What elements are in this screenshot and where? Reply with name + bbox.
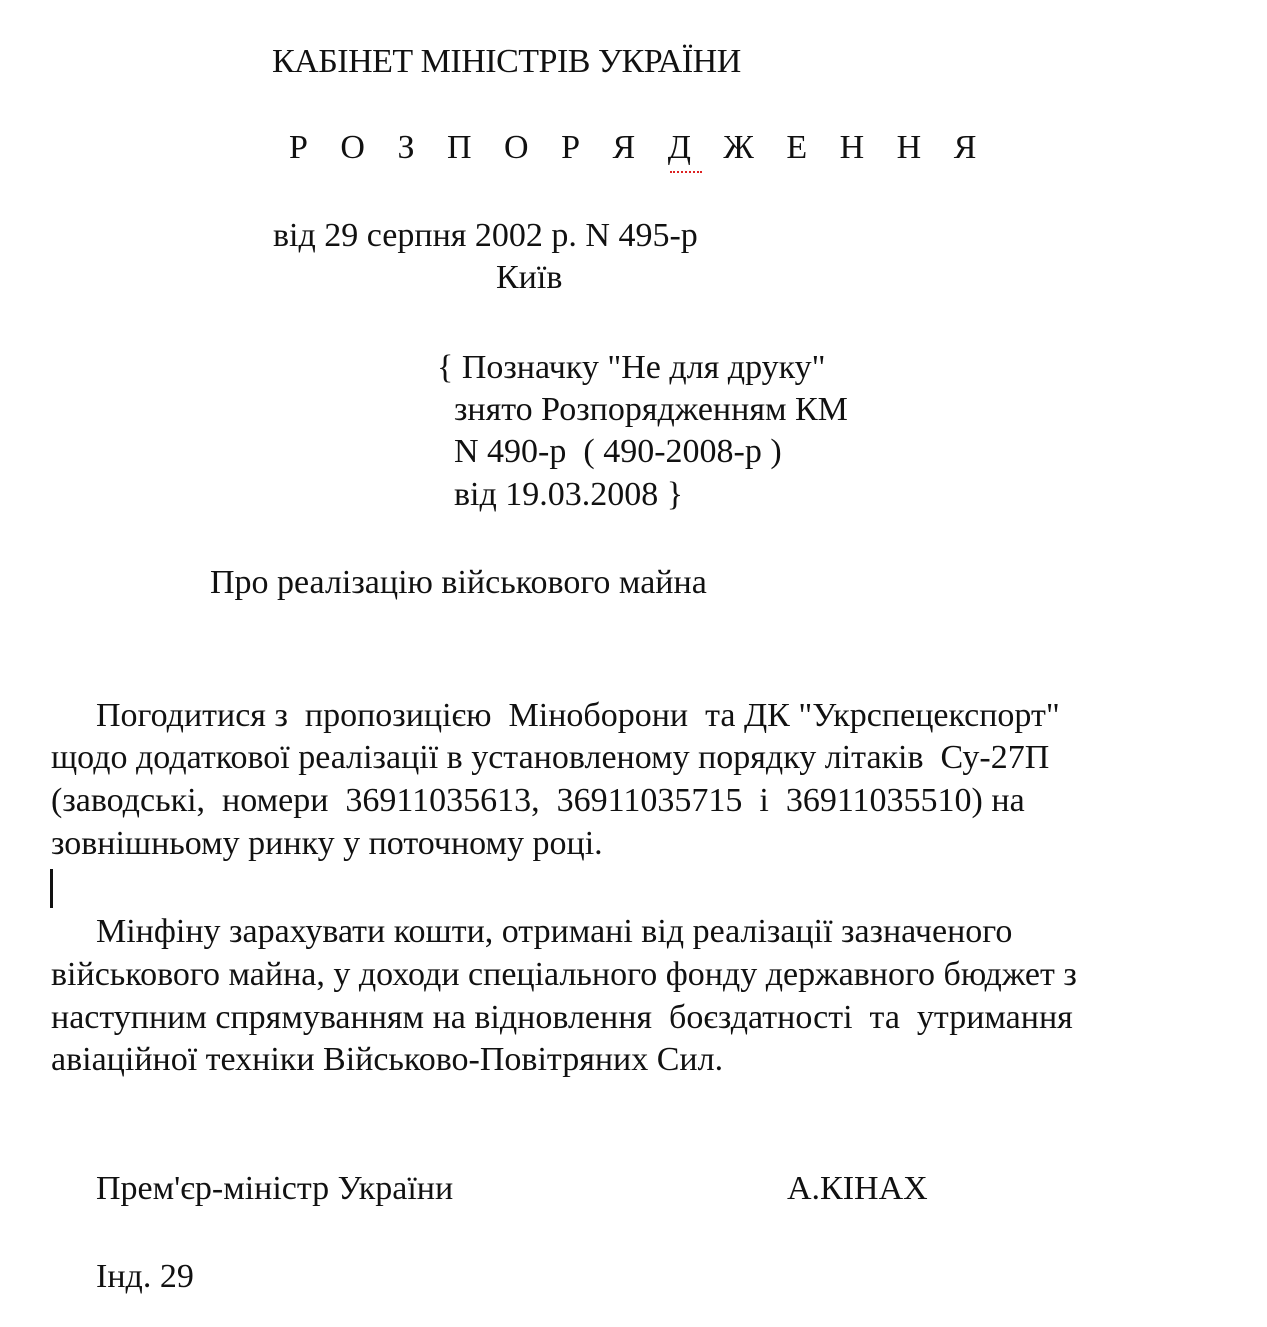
paragraph-1-line-1: Погодитися з пропозицією Міноборони та ДК "Укрспецекспорт" bbox=[96, 697, 1060, 734]
paragraph-2-line-4: авіаційної техніки Військово-Повітряних Сил. bbox=[51, 1041, 724, 1078]
document-type-heading: Р О З П О Р Я Д Ж Е Н Н Я bbox=[289, 129, 989, 166]
amendment-note-line-4: від 19.03.2008 } bbox=[454, 476, 684, 513]
amendment-note-line-1: { Позначку "Не для друку" bbox=[437, 349, 826, 386]
institution-title: КАБІНЕТ МІНІСТРІВ УКРАЇНИ bbox=[272, 43, 741, 80]
spellcheck-underline bbox=[670, 168, 702, 173]
signatory-name: А.КІНАХ bbox=[787, 1170, 928, 1207]
amendment-note-line-3: N 490-р ( 490-2008-р ) bbox=[454, 433, 782, 470]
paragraph-2-line-1: Мінфіну зарахувати кошти, отримані від реалізації зазначеного bbox=[96, 913, 1013, 950]
paragraph-2-line-2: військового майна, у доходи спеціального фонду державного бюджет з bbox=[51, 956, 1077, 993]
document-date-number: від 29 серпня 2002 р. N 495-р bbox=[273, 217, 698, 254]
document-city: Київ bbox=[496, 259, 563, 296]
document-subject: Про реалізацію військового майна bbox=[210, 564, 707, 601]
paragraph-1-line-2: щодо додаткової реалізації в установленому порядку літаків Су-27П bbox=[51, 739, 1050, 776]
paragraph-1-line-3: (заводські, номери 36911035613, 36911035715 і 36911035510) на bbox=[51, 782, 1025, 819]
document-index: Інд. 29 bbox=[96, 1258, 194, 1295]
amendment-note-line-2: знято Розпорядженням КМ bbox=[454, 391, 848, 428]
text-cursor[interactable] bbox=[50, 869, 53, 908]
paragraph-2-line-3: наступним спрямуванням на відновлення боєздатності та утримання bbox=[51, 999, 1073, 1036]
signatory-title: Прем'єр-міністр України bbox=[96, 1170, 454, 1207]
paragraph-1-line-4: зовнішньому ринку у поточному році. bbox=[51, 825, 603, 862]
